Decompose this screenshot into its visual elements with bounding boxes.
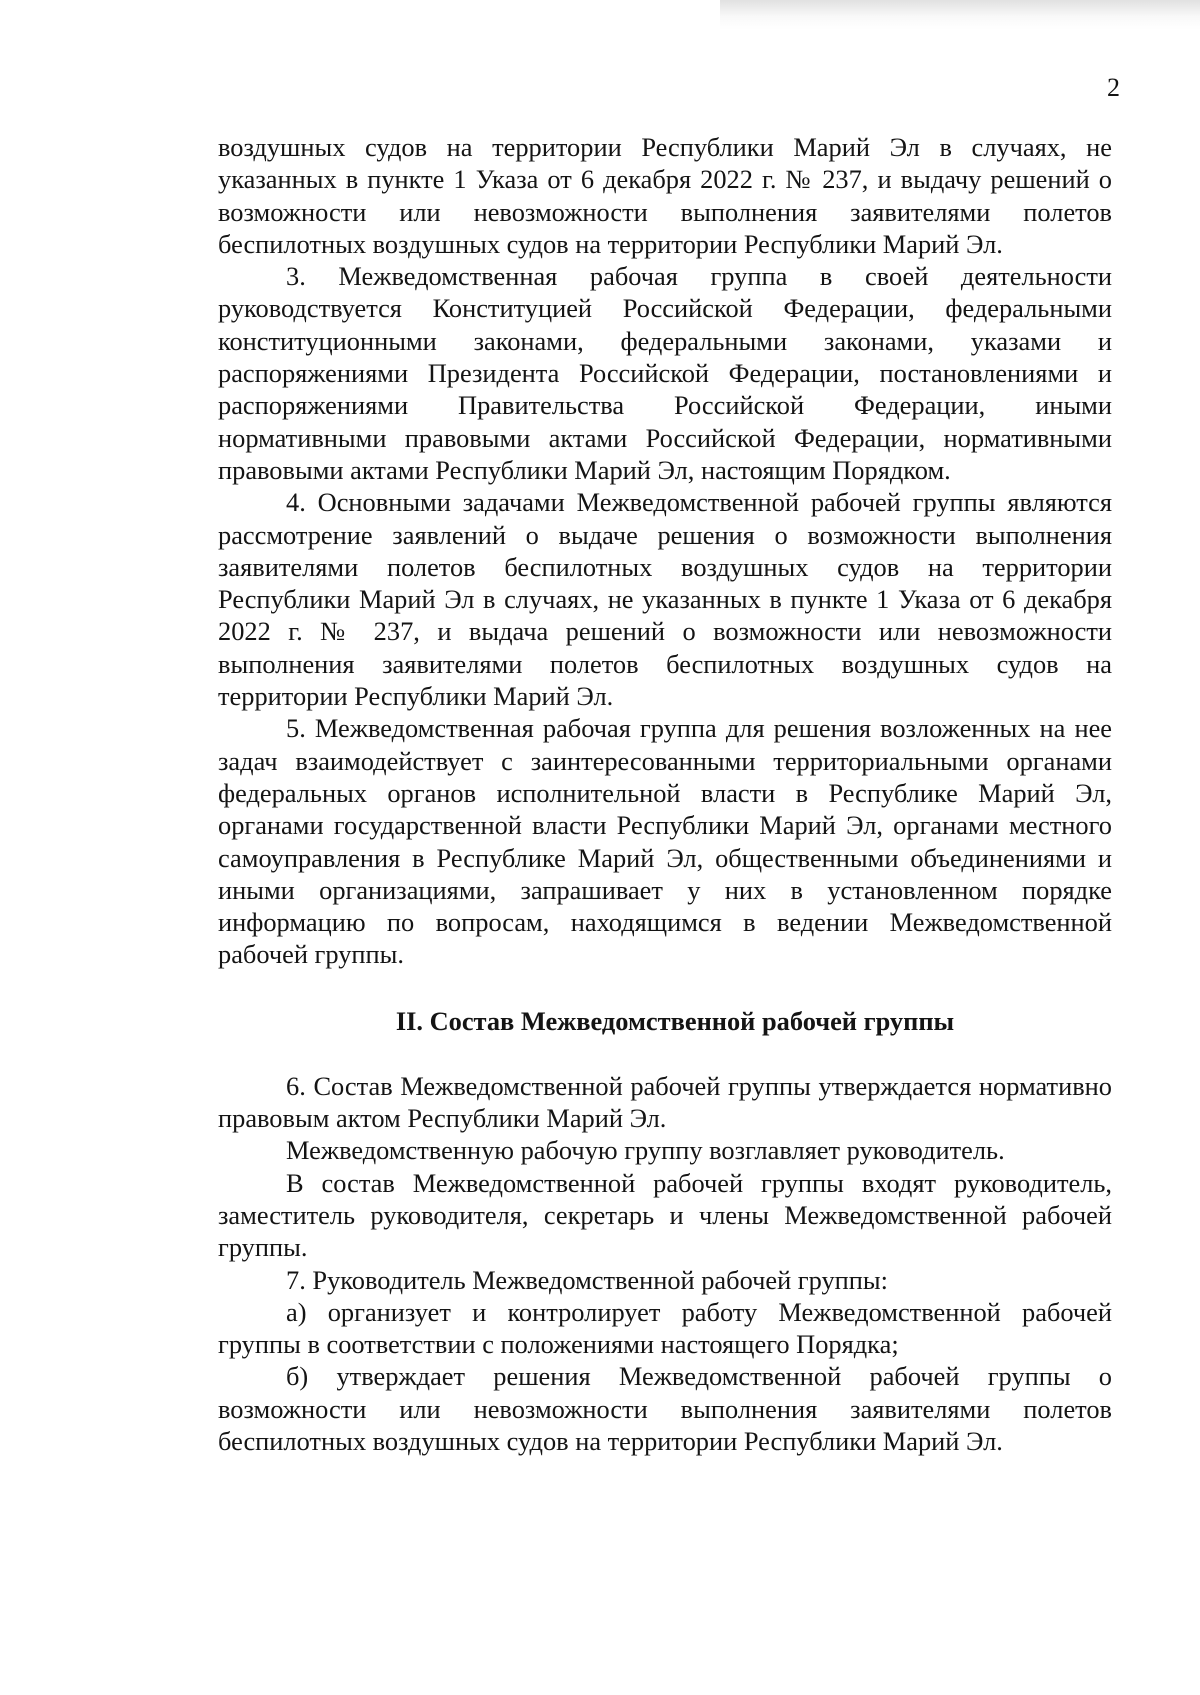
paragraph-7b: б) утверждает решения Межведомственной рабочей группы о возможности или невозможности выполнения заявителями полетов беспилотных воздушных судов на территории Республики Марий Эл. bbox=[218, 1361, 1112, 1456]
scan-shadow bbox=[720, 0, 1200, 30]
document-body bbox=[218, 131, 1112, 1457]
paragraph-6-head: Межведомственную рабочую группу возглавляет руководитель. bbox=[286, 1135, 1005, 1166]
paragraph-7: 7. Руководитель Межведомственной рабочей группы: bbox=[286, 1264, 888, 1295]
page-number: 2 bbox=[1107, 73, 1120, 102]
paragraph-7a: а) организует и контролирует работу Межведомственной рабочей группы в соответствии с положениями настоящего Порядка; bbox=[218, 1296, 1112, 1360]
paragraph-5: 5. Межведомственная рабочая группа для решения возложенных на нее задач взаимодействует с заинтересованными территориальными органами федеральных органов исполнительной власти в Республике Марий Эл, органами государственной власти Республики Марий Эл, органами местного самоуправления в Республике Марий Эл, общественными объединениями и иными организациями, запрашивает у них в установленном порядке информацию по вопросам, находящимся в ведении Межведомственной рабочей группы. bbox=[218, 713, 1112, 970]
paragraph-3: 3. Межведомственная рабочая группа в своей деятельности руководствуется Конституцией Российской Федерации, федеральными конституционными законами, федеральными законами, указами и распоряжениями Президента Российской Федерации, постановлениями и распоряжениями Правительства Российской Федерации, иными нормативными правовыми актами Российской Федерации, нормативными правовыми актами Республики Марий Эл, настоящим Порядком. bbox=[218, 261, 1112, 485]
paragraph-continuation: воздушных судов на территории Республики Марий Эл в случаях, не указанных в пункте 1 Указа от 6 декабря 2022 г. № 237, и выдачу решений о возможности или невозможности выполнения заявителями полетов беспилотных воздушных судов на территории Республики Марий Эл. bbox=[218, 132, 1112, 259]
paragraph-4: 4. Основными задачами Межведомственной рабочей группы являются рассмотрение заявлений о выдаче решения о возможности выполнения заявителями полетов беспилотных воздушных судов на территории Республики Марий Эл в случаях, не указанных в пункте 1 Указа от 6 декабря 2022 г. № 237, и выдача решений о возможности или невозможности выполнения заявителями полетов беспилотных воздушных судов на территории Республики Марий Эл. bbox=[218, 487, 1112, 712]
paragraph-6-members: В состав Межведомственной рабочей группы входят руководитель, заместитель руководителя, секретарь и члены Межведомственной рабочей группы. bbox=[218, 1167, 1112, 1263]
paragraph-6: 6. Состав Межведомственной рабочей группы утверждается нормативно правовым актом Республики Марий Эл. bbox=[218, 1070, 1112, 1134]
section-heading: II. Состав Межведомственной рабочей группы bbox=[395, 1005, 955, 1036]
